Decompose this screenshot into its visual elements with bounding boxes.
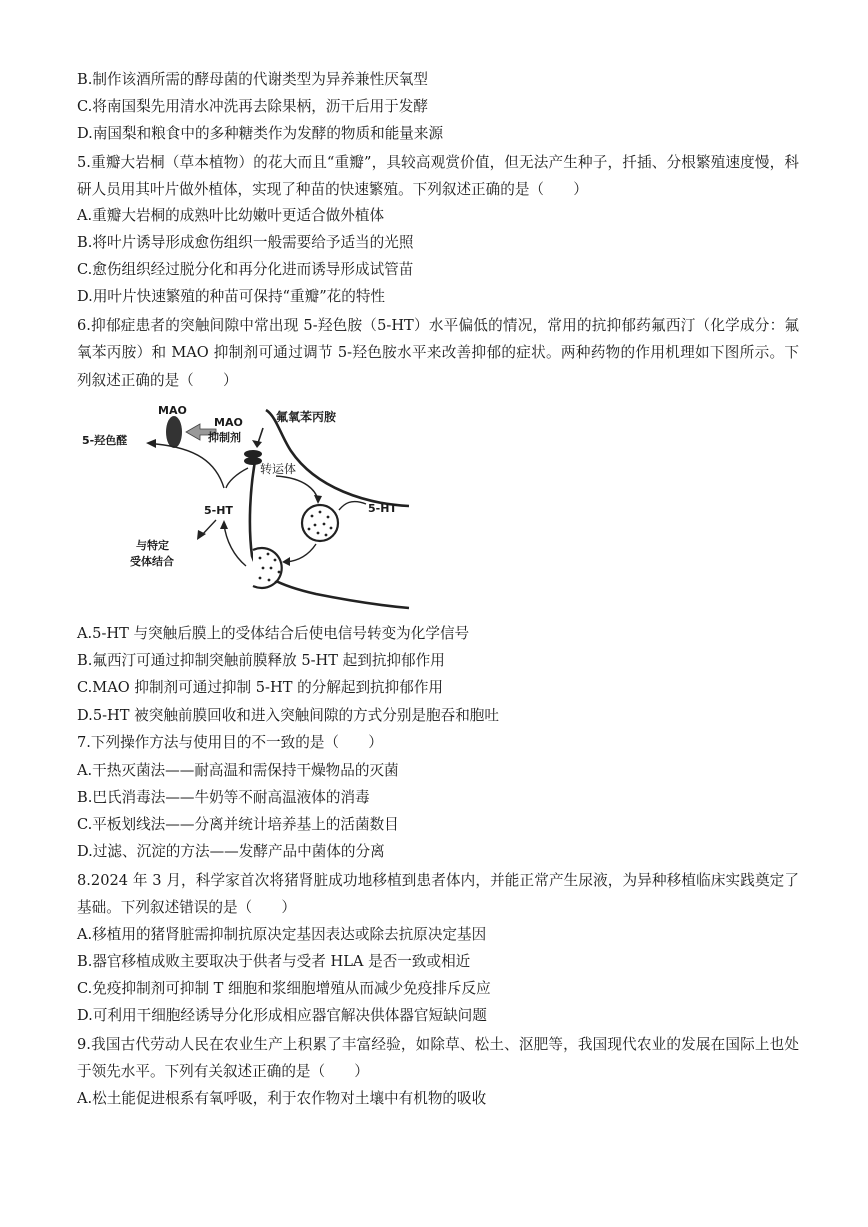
q4-option-b: B.制作该酒所需的酵母菌的代谢类型为异养兼性厌氧型 xyxy=(77,71,429,88)
mao-inhibitor-label-2: 抑制剂 xyxy=(208,431,241,444)
5-ht-cleft-label: 5-HT xyxy=(204,504,233,517)
fluoxetine-label: 氟氧苯丙胺 xyxy=(276,410,337,424)
q8-option-d: D.可利用干细胞经诱导分化形成相应器官解决供体器官短缺问题 xyxy=(77,1007,487,1024)
q6-option-d: D.5-HT 被突触前膜回收和进入突触间隙的方式分别是胞吞和胞吐 xyxy=(77,707,499,724)
mao-inhibitor-label-1: MAO xyxy=(214,416,243,429)
q7-option-b: B.巴氏消毒法——牛奶等不耐高温液体的消毒 xyxy=(77,789,370,806)
q5-option-a: A.重瓣大岩桐的成熟叶比幼嫩叶更适合做外植体 xyxy=(77,207,385,224)
q4-option-d: D.南国梨和粮食中的多种糖类作为发酵的物质和能量来源 xyxy=(77,125,444,142)
q7-option-a: A.干热灭菌法——耐高温和需保持干燥物品的灭菌 xyxy=(77,762,399,779)
q6-stem: 6.抑郁症患者的突触间隙中常出现 5-羟色胺（5-HT）水平偏低的情况，常用的抗抑郁药氟西汀（化学成分：氟氧苯丙胺）和 MAO 抑制剂可通过调节 5-羟色胺水平来改善抑郁的症状。两种药物的作用机理如下图所示。下列叙述正确的是（ ） xyxy=(77,317,799,389)
q8-option-b: B.器官移植成败主要取决于供者与受者 HLA 是否一致或相近 xyxy=(77,953,471,970)
q9-option-a: A.松土能促进根系有氧呼吸，利于农作物对土壤中有机物的吸收 xyxy=(77,1090,487,1107)
transporter-label: 转运体 xyxy=(260,462,297,476)
q6-option-a: A.5-HT 与突触后膜上的受体结合后使电信号转变为化学信号 xyxy=(77,625,470,642)
mao-enzyme-icon xyxy=(166,416,182,448)
mao-label: MAO xyxy=(158,404,187,417)
q5-option-d: D.用叶片快速繁殖的种苗可保持“重瓣”花的特性 xyxy=(77,288,386,305)
q8-option-c: C.免疫抑制剂可抑制 T 细胞和浆细胞增殖从而减少免疫排斥反应 xyxy=(77,980,491,997)
q4-option-c: C.将南国梨先用清水冲洗再去除果柄，沥干后用于发酵 xyxy=(77,98,428,115)
receptor-label-2: 受体结合 xyxy=(130,555,174,568)
q5-stem: 5.重瓣大岩桐（草本植物）的花大而且“重瓣”，具较高观赏价值，但无法产生种子，扦插、分根繁殖速度慢，科研人员用其叶片做外植体，实现了种苗的快速繁殖。下列叙述正确的是（ ） xyxy=(77,154,799,199)
q5-option-b: B.将叶片诱导形成愈伤组织一般需要给予适当的光照 xyxy=(77,234,414,251)
synapse-diagram xyxy=(76,396,416,612)
q8-stem: 8.2024 年 3 月，科学家首次将猪肾脏成功地移植到患者体内，并能正常产生尿液，为异种移植临床实践奠定了基础。下列叙述错误的是（ ） xyxy=(77,872,799,917)
q7-option-d: D.过滤、沉淀的方法——发酵产品中菌体的分离 xyxy=(77,843,385,860)
q7-stem: 7.下列操作方法与使用目的不一致的是（ ） xyxy=(77,734,383,751)
q7-option-c: C.平板划线法——分离并统计培养基上的活菌数目 xyxy=(77,816,399,833)
q5-option-c: C.愈伤组织经过脱分化和再分化进而诱导形成试管苗 xyxy=(77,261,414,278)
transporter-icon xyxy=(244,450,262,458)
receptor-label-1: 与特定 xyxy=(136,539,169,552)
q9-stem: 9.我国古代劳动人民在农业生产上积累了丰富经验，如除草、松土、沤肥等，我国现代农业的发展在国际上也处于领先水平。下列有关叙述正确的是（ ） xyxy=(77,1036,799,1081)
q6-option-b: B.氟西汀可通过抑制突触前膜释放 5-HT 起到抗抑郁作用 xyxy=(77,652,445,669)
q8-option-a: A.移植用的猪肾脏需抑制抗原决定基因表达或除去抗原决定基因 xyxy=(77,926,487,943)
q6-option-c: C.MAO 抑制剂可通过抑制 5-HT 的分解起到抗抑郁作用 xyxy=(77,679,444,696)
5-ht-product-label: 5-羟色醛 xyxy=(82,434,128,447)
vesicle-icon xyxy=(302,505,338,541)
5-ht-vesicle-label: 5-HT xyxy=(368,502,397,515)
